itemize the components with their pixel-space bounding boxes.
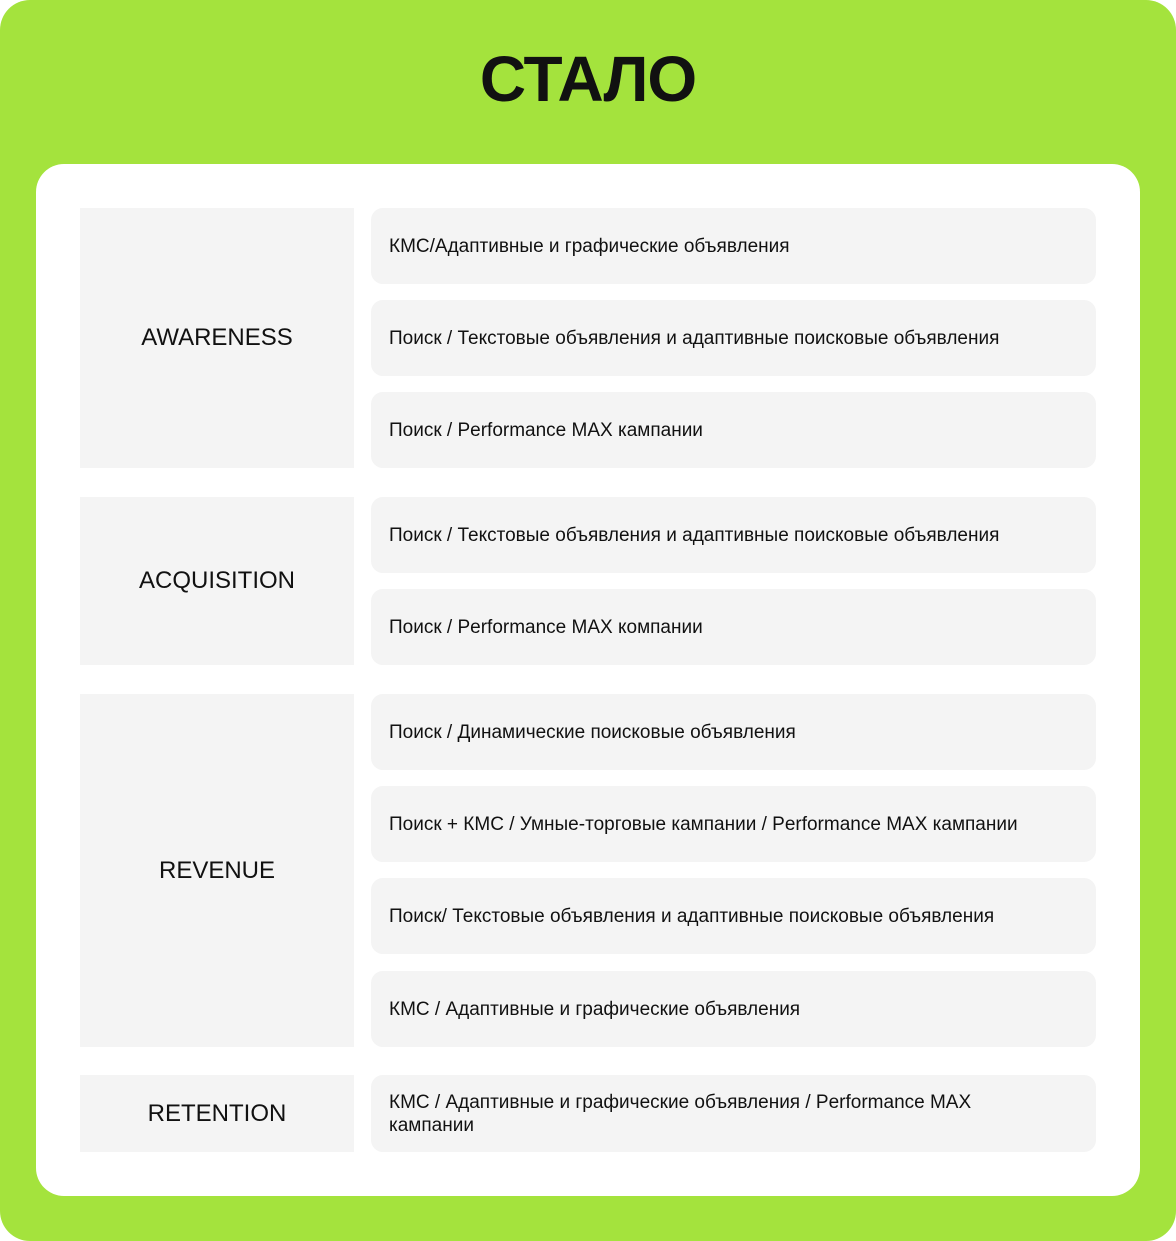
stage-awareness — [80, 208, 1096, 468]
content-card — [36, 164, 1140, 1196]
channel-item: КМС / Адаптивные и графические объявления — [371, 971, 1096, 1047]
stage-label: REVENUE — [80, 694, 354, 1047]
channel-item: Поиск / Performance MAX компании — [371, 589, 1096, 665]
channel-item: Поиск/ Текстовые объявления и адаптивные поисковые объявления — [371, 878, 1096, 954]
stage-revenue — [80, 694, 1096, 1047]
channel-item: КМС/Адаптивные и графические объявления — [371, 208, 1096, 284]
stage-retention — [80, 1075, 1096, 1152]
channel-item: Поиск + КМС / Умные-торговые кампании / Performance MAX кампании — [371, 786, 1096, 862]
channel-item: Поиск / Динамические поисковые объявления — [371, 694, 1096, 770]
channel-item: Поиск / Performance MAX кампании — [371, 392, 1096, 468]
page-title: СТАЛО — [479, 43, 697, 115]
stage-acquisition — [80, 497, 1096, 665]
stage-label: RETENTION — [80, 1075, 354, 1152]
channel-item: Поиск / Текстовые объявления и адаптивные поисковые объявления — [371, 300, 1096, 376]
stage-label: AWARENESS — [80, 208, 354, 468]
channel-item: КМС / Адаптивные и графические объявления / Performance MAX кампании — [371, 1075, 1096, 1152]
stage-label: ACQUISITION — [80, 497, 354, 665]
channel-item: Поиск / Текстовые объявления и адаптивные поисковые объявления — [371, 497, 1096, 573]
